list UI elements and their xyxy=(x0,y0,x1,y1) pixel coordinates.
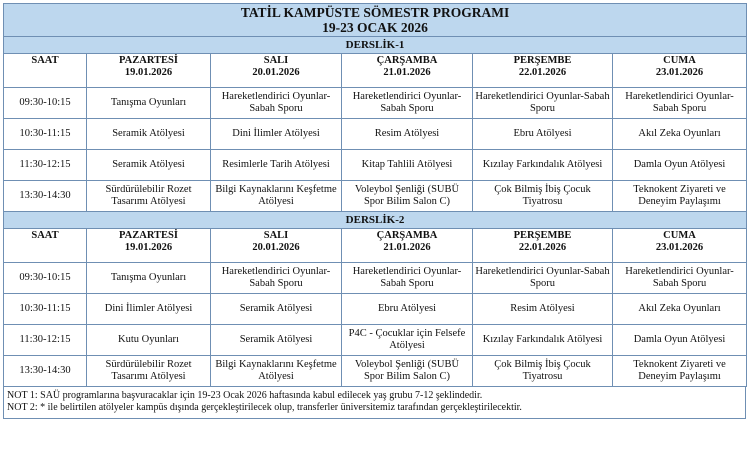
day-date: 21.01.2026 xyxy=(383,242,431,253)
day-date: 23.01.2026 xyxy=(655,67,704,78)
activity-cell: Resim Atölyesi xyxy=(473,294,613,325)
table-row xyxy=(4,88,747,119)
day-name: PAZARTESİ xyxy=(119,55,178,66)
time-slot: 11:30-12:15 xyxy=(4,325,87,356)
notes-table xyxy=(3,387,746,419)
activity-cell: Hareketlendirici Oyunlar-Sabah Sporu xyxy=(211,263,342,294)
activity-cell: Resimlerle Tarih Atölyesi xyxy=(211,150,342,181)
day-date: 23.01.2026 xyxy=(655,242,704,253)
activity-cell: Hareketlendirici Oyunlar-Sabah Sporu xyxy=(342,88,473,119)
activity-cell: Hareketlendirici Oyunlar-Sabah Sporu xyxy=(473,263,613,294)
day-date: 22.01.2026 xyxy=(518,67,567,78)
day-date: 20.01.2026 xyxy=(252,67,300,78)
time-slot: 09:30-10:15 xyxy=(4,88,87,119)
activity-cell: Çok Bilmiş İbiş Çocuk Tiyatrosu xyxy=(473,181,613,212)
time-slot: 09:30-10:15 xyxy=(4,263,87,294)
activity-cell: Tanışma Oyunları xyxy=(87,88,211,119)
activity-cell: Ebru Atölyesi xyxy=(342,294,473,325)
activity-cell: Bilgi Kaynaklarını Keşfetme Atölyesi xyxy=(211,356,342,387)
table-row xyxy=(4,150,747,181)
activity-cell: Resim Atölyesi xyxy=(342,119,473,150)
day-name: CUMA xyxy=(663,230,696,241)
activity-cell: Çok Bilmiş İbiş Çocuk Tiyatrosu xyxy=(473,356,613,387)
note-2: NOT 2: * ile belirtilen atölyeler kampüs dışında gerçekleştirilecek olup, transferler üniversitemiz tarafından gerçekleştirilecektir. xyxy=(7,402,522,413)
time-slot: 10:30-11:15 xyxy=(4,119,87,150)
activity-cell: Hareketlendirici Oyunlar-Sabah Sporu xyxy=(613,88,747,119)
day-date: 20.01.2026 xyxy=(252,242,300,253)
activity-cell: Teknokent Ziyareti ve Deneyim Paylaşımı xyxy=(613,181,747,212)
day-name: PAZARTESİ xyxy=(119,230,178,241)
column-header-time xyxy=(4,229,87,263)
schedule-sheet xyxy=(3,3,746,419)
table-row xyxy=(4,294,747,325)
day-name: SALI xyxy=(263,55,289,66)
time-slot: 13:30-14:30 xyxy=(4,181,87,212)
activity-cell: Seramik Atölyesi xyxy=(211,325,342,356)
activity-cell: Kutu Oyunları xyxy=(87,325,211,356)
day-date: 19.01.2026 xyxy=(124,242,173,253)
day-name: ÇARŞAMBA xyxy=(376,230,438,241)
title-row xyxy=(4,4,747,37)
activity-cell: Voleybol Şenliği (SUBÜ Spor Bilim Salon C) xyxy=(342,356,473,387)
activity-cell: Sürdürülebilir Rozet Tasarımı Atölyesi xyxy=(87,356,211,387)
schedule-table xyxy=(3,3,747,387)
time-slot: 11:30-12:15 xyxy=(4,150,87,181)
column-header-day xyxy=(613,54,747,88)
activity-cell: Hareketlendirici Oyunlar-Sabah Sporu xyxy=(613,263,747,294)
day-name: SALI xyxy=(263,230,289,241)
column-header-time xyxy=(4,54,87,88)
classroom-row xyxy=(4,212,747,229)
activity-cell: Sürdürülebilir Rozet Tasarımı Atölyesi xyxy=(87,181,211,212)
activity-cell: Hareketlendirici Oyunlar-Sabah Sporu xyxy=(342,263,473,294)
time-slot: 10:30-11:15 xyxy=(4,294,87,325)
activity-cell: Hareketlendirici Oyunlar-Sabah Sporu xyxy=(473,88,613,119)
activity-cell: Seramik Atölyesi xyxy=(87,119,211,150)
day-date: 21.01.2026 xyxy=(383,67,431,78)
activity-cell: Tanışma Oyunları xyxy=(87,263,211,294)
column-header-day xyxy=(342,54,473,88)
column-header-day xyxy=(342,229,473,263)
header-row xyxy=(4,54,747,88)
day-date: 22.01.2026 xyxy=(518,242,567,253)
table-row xyxy=(4,325,747,356)
day-name: SAAT xyxy=(31,55,59,66)
table-row xyxy=(4,119,747,150)
column-header-day xyxy=(613,229,747,263)
title-line-2: 19-23 OCAK 2026 xyxy=(322,20,428,35)
activity-cell: Damla Oyun Atölyesi xyxy=(613,150,747,181)
activity-cell: Dini İlimler Atölyesi xyxy=(211,119,342,150)
table-row xyxy=(4,263,747,294)
activity-cell: Teknokent Ziyareti ve Deneyim Paylaşımı xyxy=(613,356,747,387)
activity-cell: Damla Oyun Atölyesi xyxy=(613,325,747,356)
table-row xyxy=(4,181,747,212)
day-name: CUMA xyxy=(663,55,696,66)
activity-cell: Kızılay Farkındalık Atölyesi xyxy=(473,325,613,356)
day-name: SAAT xyxy=(31,230,59,241)
title-line-1: TATİL KAMPÜSTE SÖMESTR PROGRAMI xyxy=(240,5,510,20)
table-row xyxy=(4,356,747,387)
classroom-title: DERSLİK-1 xyxy=(4,37,747,54)
note-1: NOT 1: SAÜ programlarına başvuracaklar için 19-23 Ocak 2026 haftasında kabul edilecek yaş grubu 7-12 şeklindedir. xyxy=(7,390,483,401)
column-header-day xyxy=(87,54,211,88)
activity-cell: Bilgi Kaynaklarını Keşfetme Atölyesi xyxy=(211,181,342,212)
activity-cell: Ebru Atölyesi xyxy=(473,119,613,150)
classroom-row xyxy=(4,37,747,54)
activity-cell: Seramik Atölyesi xyxy=(211,294,342,325)
time-slot: 13:30-14:30 xyxy=(4,356,87,387)
column-header-day xyxy=(211,54,342,88)
activity-cell: Akıl Zeka Oyunları xyxy=(613,119,747,150)
header-row xyxy=(4,229,747,263)
activity-cell: Kitap Tahlili Atölyesi xyxy=(342,150,473,181)
activity-cell: Dini İlimler Atölyesi xyxy=(87,294,211,325)
day-name: PERŞEMBE xyxy=(513,230,572,241)
column-header-day xyxy=(211,229,342,263)
activity-cell: Seramik Atölyesi xyxy=(87,150,211,181)
activity-cell: Voleybol Şenliği (SUBÜ Spor Bilim Salon C) xyxy=(342,181,473,212)
page-title xyxy=(4,4,747,37)
day-date: 19.01.2026 xyxy=(124,67,173,78)
column-header-day xyxy=(473,54,613,88)
classroom-title: DERSLİK-2 xyxy=(4,212,747,229)
day-name: PERŞEMBE xyxy=(513,55,572,66)
activity-cell: Akıl Zeka Oyunları xyxy=(613,294,747,325)
activity-cell: Hareketlendirici Oyunlar-Sabah Sporu xyxy=(211,88,342,119)
column-header-day xyxy=(473,229,613,263)
activity-cell: P4C - Çocuklar için Felsefe Atölyesi xyxy=(342,325,473,356)
activity-cell: Kızılay Farkındalık Atölyesi xyxy=(473,150,613,181)
column-header-day xyxy=(87,229,211,263)
day-name: ÇARŞAMBA xyxy=(376,55,438,66)
